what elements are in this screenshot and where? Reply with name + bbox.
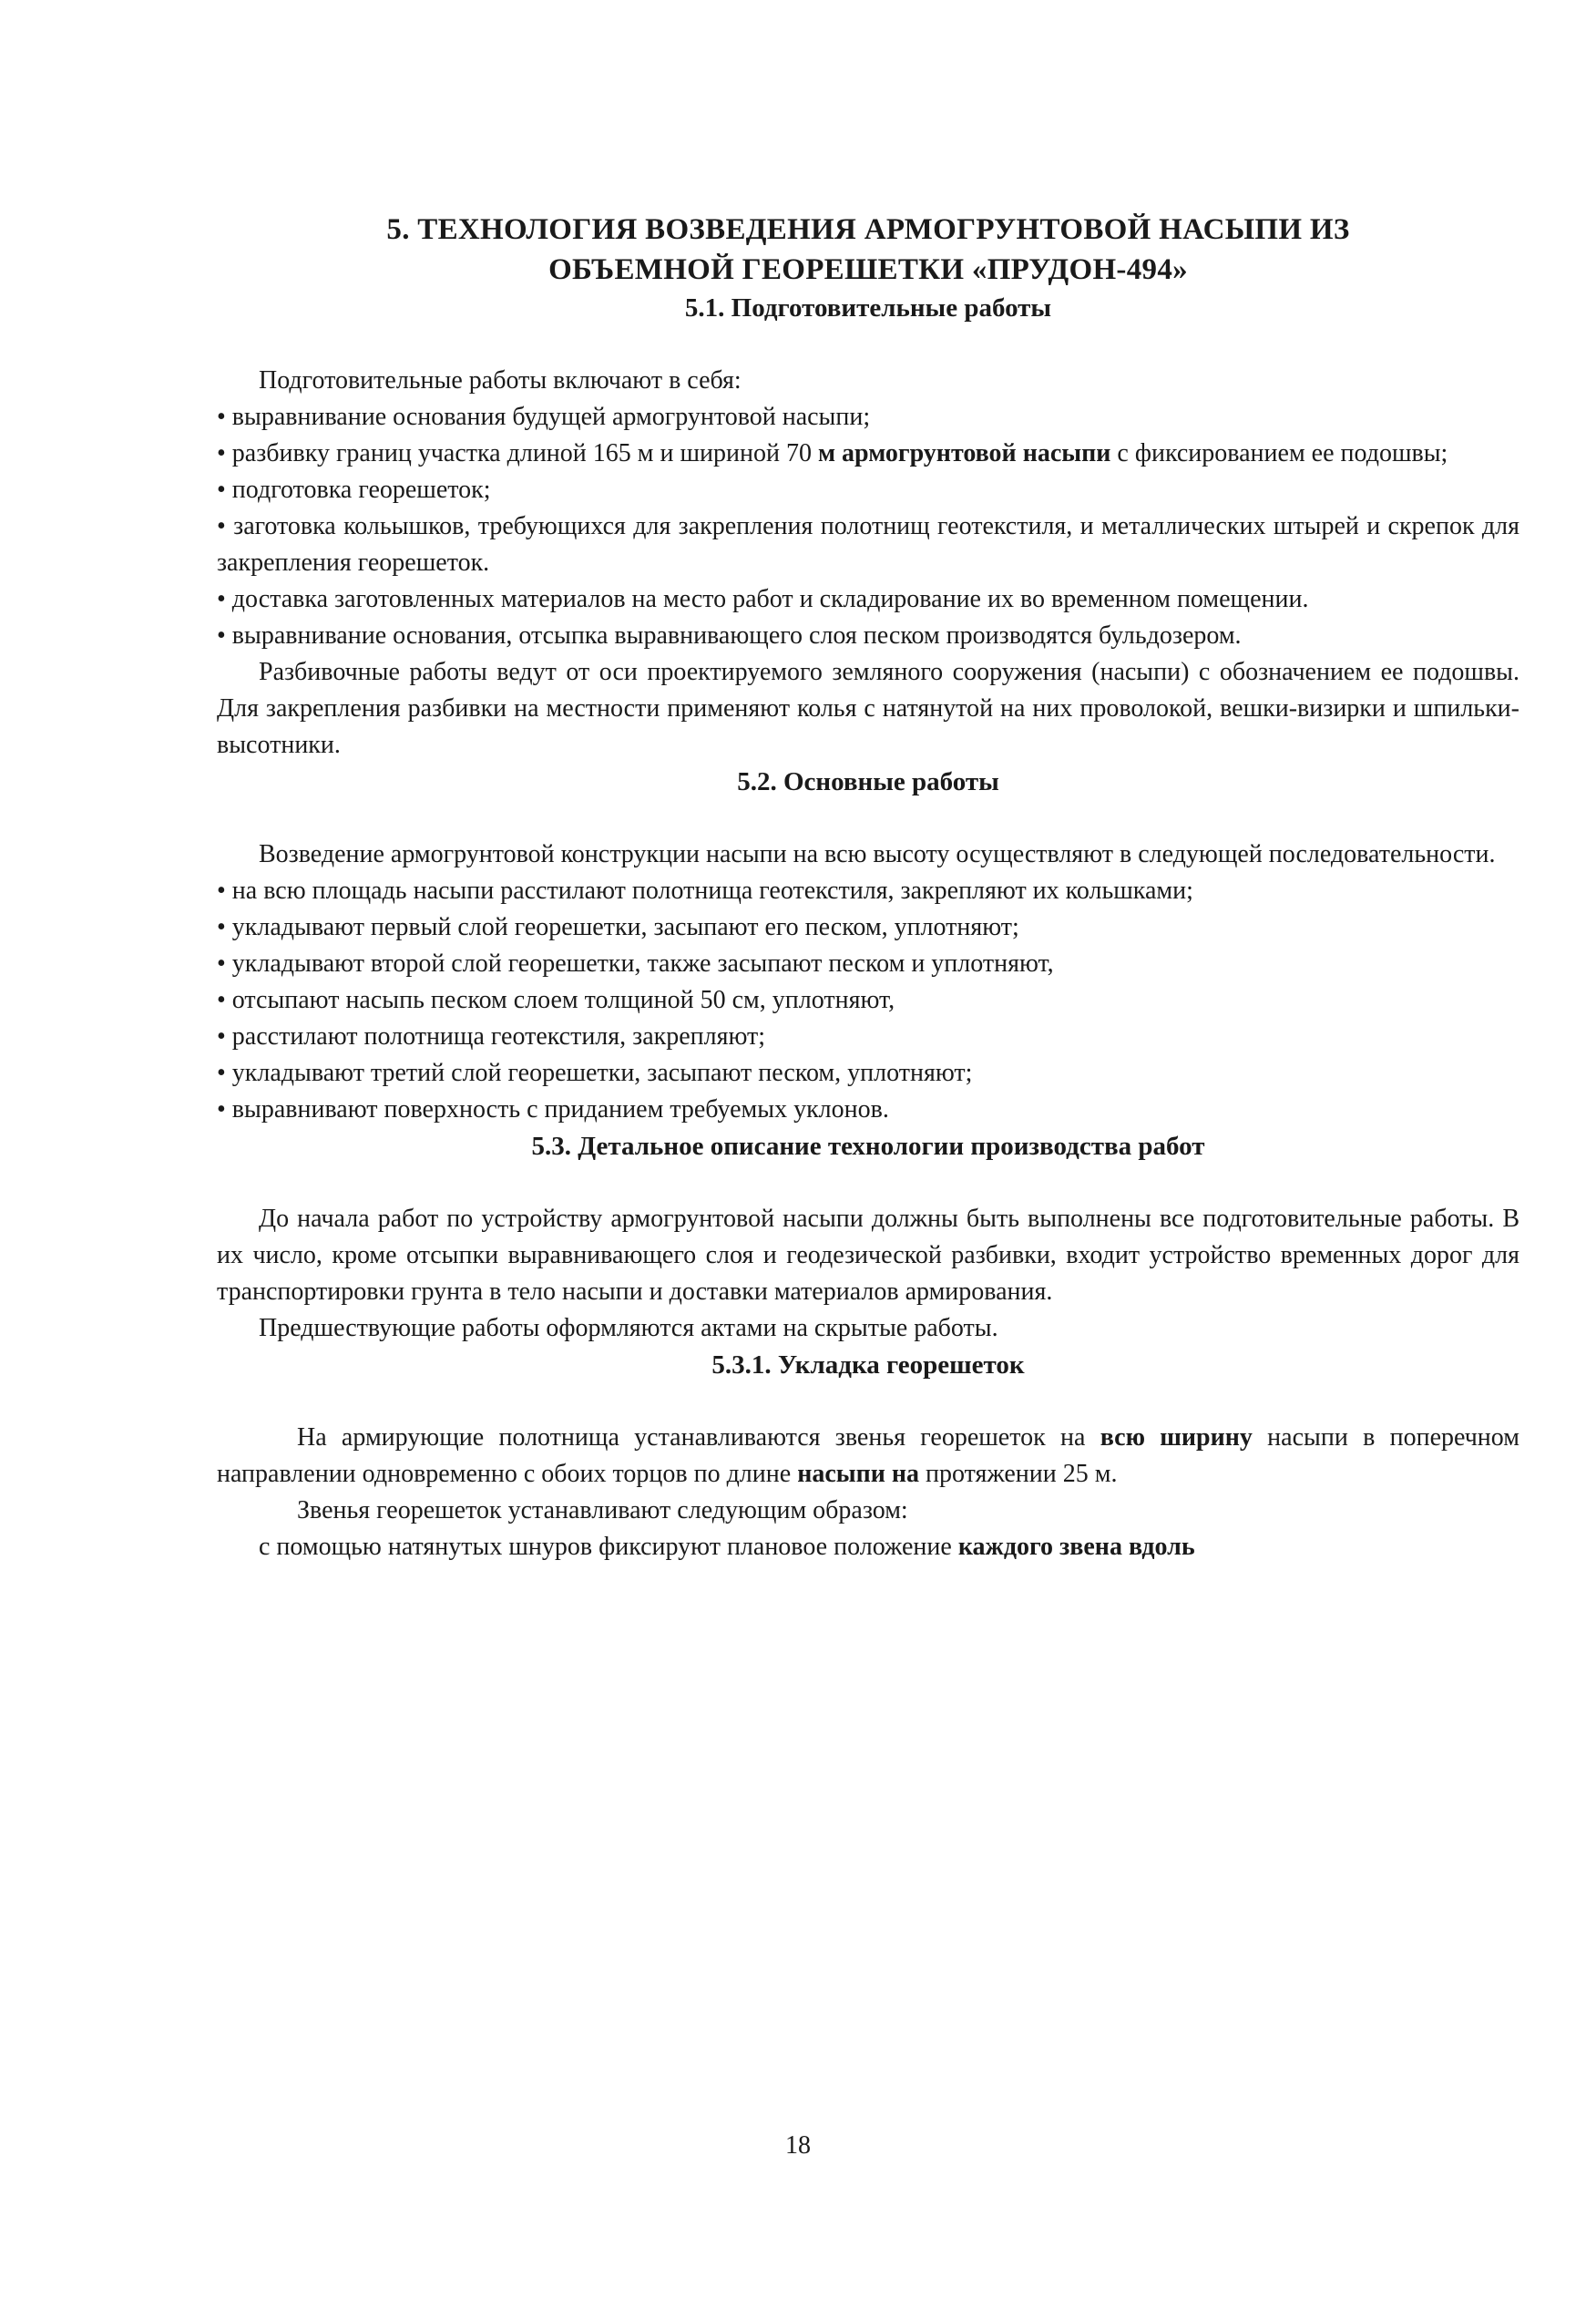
- section-5-1-intro: Подготовительные работы включают в себя:: [259, 366, 742, 395]
- list-item: • расстилают полотнища геотекстиля, закрепляют;: [217, 1022, 766, 1051]
- section-5-3-paragraph-2: Предшествующие работы оформляются актами на скрытые работы.: [259, 1314, 998, 1342]
- list-item-bold-text: м армогрунтовой насыпи: [817, 439, 1111, 467]
- list-item: • выравнивание основания, отсыпка выравнивающего слоя песком производятся бульдозером.: [217, 621, 1242, 650]
- chapter-title-line-1: 5. ТЕХНОЛОГИЯ ВОЗВЕДЕНИЯ АРМОГРУНТОВОЙ НАСЫПИ ИЗ: [386, 213, 1350, 246]
- list-item: • доставка заготовленных материалов на место работ и складирование их во временном помещении.: [217, 585, 1309, 613]
- section-5-2-intro: Возведение армогрунтовой конструкции насыпи на всю высоту осуществляют в следующей последовательности.: [259, 840, 1496, 868]
- list-item: • укладывают третий слой георешетки, засыпают песком, уплотняют;: [217, 1059, 973, 1087]
- section-heading-5-3-1: 5.3.1. Укладка георешеток: [711, 1350, 1025, 1380]
- list-item: • заготовка кольышков, требующихся для закрепления полотнищ геотекстиля, и металлических штырей и скрепок для закрепления георешеток.: [217, 512, 1519, 577]
- section-heading-5-1: 5.1. Подготовительные работы: [684, 293, 1052, 323]
- chapter-title: [217, 210, 1519, 290]
- paragraph-bold-text: всю ширину: [1100, 1423, 1253, 1452]
- section-5-3-1-paragraph-1: [217, 1420, 1519, 1493]
- section-heading-5-2: 5.2. Основные работы: [737, 767, 999, 796]
- list-item: • отсыпают насыпь песком слоем толщиной 50 см, уплотняют,: [217, 986, 895, 1014]
- section-heading-5-3: 5.3. Детальное описание технологии производства работ: [531, 1132, 1205, 1161]
- list-item: • на всю площадь насыпи расстилают полотнища геотекстиля, закрепляют их кольшками;: [217, 877, 1193, 905]
- list-item: • подготовка георешеток;: [217, 476, 491, 504]
- chapter-title-line-2: ОБЪЕМНОЙ ГЕОРЕШЕТКИ «ПРУДОН-494»: [548, 253, 1188, 286]
- list-item: • выравнивают поверхность с приданием требуемых уклонов.: [217, 1095, 889, 1124]
- page-number: 18: [785, 2131, 811, 2160]
- paragraph-text: протяжении 25 м.: [919, 1460, 1118, 1488]
- paragraph-text: На армирующие полотнища устанавливаются звенья георешеток на: [297, 1423, 1100, 1452]
- section-5-1-paragraph: Разбивочные работы ведут от оси проектируемого земляного сооружения (насыпи) с обозначением ее подошвы. Для закрепления разбивки на местности применяют колья с натянутой на них проволокой, вешки-визирки и шпильки-высотники.: [217, 658, 1519, 759]
- list-item: • укладывают второй слой георешетки, также засыпают песком и уплотняют,: [217, 949, 1054, 978]
- section-5-3-paragraph-1: До начала работ по устройству армогрунтовой насыпи должны быть выполнены все подготовительные работы. В их число, кроме отсыпки выравнивающего слоя и геодезической разбивки, входит устройство временных дорог для транспортировки грунта в тело насыпи и доставки материалов армирования.: [217, 1205, 1519, 1306]
- list-item: • выравнивание основания будущей армогрунтовой насыпи;: [217, 403, 871, 431]
- paragraph-bold-text: насыпи на: [797, 1460, 920, 1488]
- section-5-3-1-paragraph-3: [217, 1529, 1519, 1565]
- paragraph-text: с помощью натянутых шнуров фиксируют плановое положение: [259, 1533, 958, 1561]
- page-content: [217, 210, 1519, 1565]
- list-item: [217, 436, 1519, 472]
- list-item-text: с фиксированием ее подошвы;: [1110, 439, 1448, 467]
- section-5-3-1-paragraph-2: Звенья георешеток устанавливают следующим образом:: [297, 1496, 908, 1524]
- list-item-text: • разбивку границ участка длиной 165 м и шириной 70: [217, 439, 818, 467]
- paragraph-text: насыпи в поперечном направлении одновременно с обоих торцов по длине: [217, 1423, 1519, 1488]
- list-item: • укладывают первый слой георешетки, засыпают его песком, уплотняют;: [217, 913, 1019, 941]
- paragraph-bold-text: каждого звена вдоль: [957, 1533, 1195, 1561]
